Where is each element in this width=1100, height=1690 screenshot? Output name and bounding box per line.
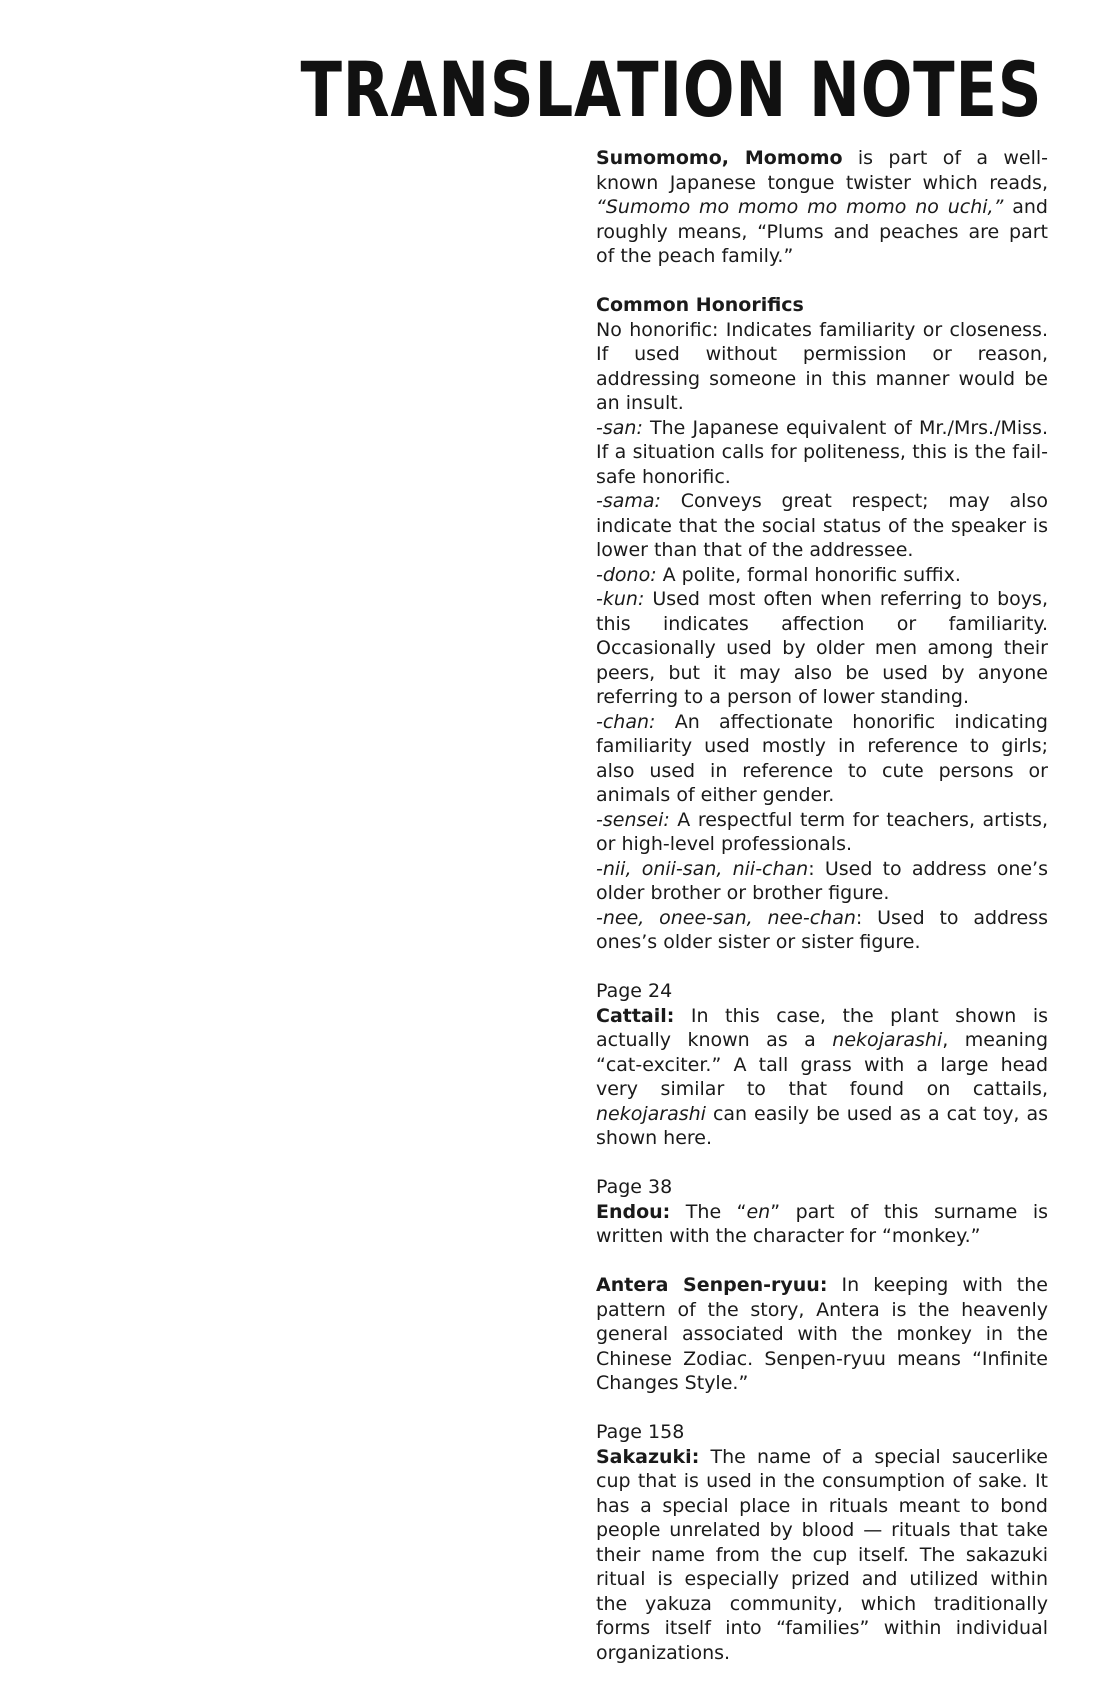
note-term: Sakazuki: <box>596 1445 700 1468</box>
note-italic-word: en <box>746 1200 771 1223</box>
honorific-text: A respectful term for teachers, artists, or high-level professionals. <box>596 808 1048 855</box>
honorific-text: : Used to address one’s older brother or brother figure. <box>596 857 1048 904</box>
note-page-24 <box>596 979 1048 1151</box>
note-quote: “Sumomo mo momo mo momo no uchi,” <box>596 196 1004 218</box>
honorific-text: : Used to address ones’s older sister or sister figure. <box>596 906 1048 953</box>
note-text: The name of a special saucerlike cup that is used in the consumption of sake. It has a special place in rituals meant to bond people unrelated by blood — rituals that take their name from the cup itself. The sakazuki ritual is especially prized and utilized within the yakuza community, which traditionally forms itself into “families” within individual organizations. <box>596 1445 1048 1664</box>
page-reference: Page 24 <box>596 980 673 1002</box>
note-text: The “ <box>670 1200 747 1223</box>
note-paragraph <box>596 1273 1048 1396</box>
honorific-entry <box>596 318 1048 416</box>
honorific-term: -nii, onii-san, nii-chan <box>596 857 809 880</box>
note-term: Sumomomo, Momomo <box>596 147 843 169</box>
honorific-text: Used most often when referring to boys, this indicates affection or familiarity. Occasionally used by older men among their peers, but it may also be used by anyone referring to a person of lower standing. <box>596 588 1048 708</box>
note-text: and roughly means, “Plums and peaches are part of the peach family.” <box>596 196 1048 267</box>
honorific-term: -dono: <box>596 563 657 586</box>
honorific-text: No honorific: Indicates familiarity or closeness. If used without permission or reason, addressing someone in this manner would be an insult. <box>596 318 1048 414</box>
note-paragraph <box>596 146 1048 269</box>
honorific-text: Conveys great respect; may also indicate that the social status of the speaker is lower than that of the addressee. <box>596 490 1048 561</box>
honorific-term: -sama: <box>596 490 661 512</box>
note-text: is part of a well-known Japanese tongue twister which reads, <box>596 147 1048 194</box>
honorific-text: An affectionate honorific indicating familiarity used mostly in reference to girls; also used in reference to cute persons or animals of either gender. <box>596 710 1048 806</box>
section-heading: Common Honorifics <box>596 294 804 316</box>
honorific-entry <box>596 563 1048 588</box>
honorific-entry <box>596 587 1048 710</box>
note-term: Endou: <box>596 1200 671 1223</box>
page-reference: Page 38 <box>596 1176 673 1198</box>
honorific-term: -nee, onee-san, nee-chan <box>596 906 856 929</box>
note-honorifics <box>596 293 1048 955</box>
honorific-entry <box>596 906 1048 955</box>
note-text: , meaning “cat-exciter.” A tall grass with a large head very similar to that found on cattails, <box>596 1029 1049 1100</box>
honorific-text: A polite, formal honorific suffix. <box>656 563 961 586</box>
honorific-term: -chan: <box>596 710 656 733</box>
note-paragraph <box>596 1445 1048 1666</box>
honorific-term: -sensei: <box>596 808 670 831</box>
note-italic-word: nekojarashi <box>596 1102 706 1125</box>
honorific-term: -san: <box>596 416 643 439</box>
honorific-entry <box>596 710 1048 808</box>
honorific-text: The Japanese equivalent of Mr./Mrs./Miss. If a situation calls for politeness, this is the fail-safe honorific. <box>596 416 1048 488</box>
honorific-entry <box>596 489 1048 563</box>
notes-column <box>596 146 1048 1690</box>
note-term: Cattail: <box>596 1004 675 1027</box>
note-page-38 <box>596 1175 1048 1249</box>
note-italic-word: nekojarashi <box>832 1029 943 1051</box>
honorific-entry <box>596 857 1048 906</box>
note-page-158 <box>596 1420 1048 1665</box>
note-paragraph <box>596 1200 1048 1249</box>
note-sumomomo <box>596 146 1048 269</box>
note-antera <box>596 1273 1048 1396</box>
honorific-entry <box>596 808 1048 857</box>
note-text: In this case, the plant shown is actually known as a <box>596 1004 1048 1051</box>
honorific-term: -kun: <box>596 588 645 610</box>
note-text: ” part of this surname is written with the character for “monkey.” <box>596 1200 1048 1247</box>
note-term: Antera Senpen-ryuu: <box>596 1274 828 1296</box>
honorific-entry <box>596 416 1048 490</box>
page-reference: Page 158 <box>596 1421 685 1443</box>
page-title: TRANSLATION NOTES <box>300 45 1042 134</box>
note-text: can easily be used as a cat toy, as shown here. <box>596 1102 1048 1149</box>
note-paragraph <box>596 1004 1048 1151</box>
note-text: In keeping with the pattern of the story, Antera is the heavenly general associated with the monkey in the Chinese Zodiac. Senpen-ryuu means “Infinite Changes Style.” <box>596 1274 1048 1394</box>
